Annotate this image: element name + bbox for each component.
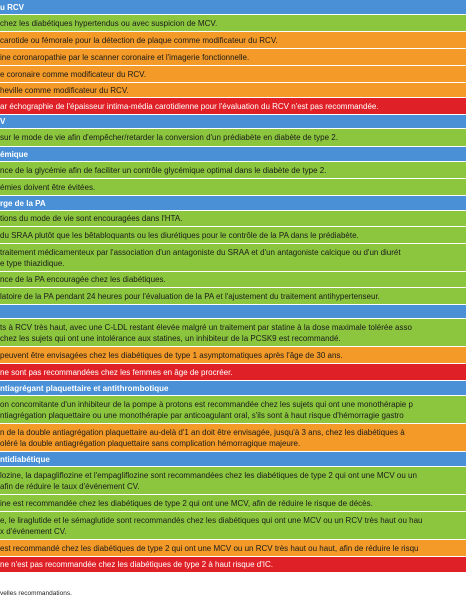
recommendation-row xyxy=(0,319,466,347)
row-text: V xyxy=(0,117,6,126)
recommendation-row xyxy=(0,424,466,452)
row-text: carotide ou fémorale pour la détection de plaque comme modificateur du RCV. xyxy=(0,35,278,45)
row-text: x d'événement CV. xyxy=(0,526,67,536)
section-header xyxy=(0,0,466,15)
row-text: nce de la glycémie afin de faciliter un contrôle glycémique optimal dans le diabète de type 2. xyxy=(0,165,327,175)
row-text: heville comme modificateur du RCV. xyxy=(0,85,129,95)
recommendation-row xyxy=(0,15,466,32)
row-text: lozine, la dapagliflozine et l'empagliflozine sont recommandées chez les diabétiques de type 2 qui ont une MCV ou un xyxy=(0,470,417,480)
row-text: chez les sujets qui ont une intolérance aux statines, un inhibiteur de la PCSK9 est recommandé. xyxy=(0,333,341,343)
recommendation-row xyxy=(0,227,466,244)
row-text: ntiagrégation plaquettaire ou une monothérapie par anticoagulant oral, s'ils sont à haut risque d'hémorragie gastro xyxy=(0,410,404,420)
recommendation-row xyxy=(0,288,466,305)
recommendation-row xyxy=(0,83,466,98)
section-header xyxy=(0,452,466,467)
section-header xyxy=(0,381,466,396)
row-text: tions du mode de vie sont encouragées dans l'HTA. xyxy=(0,214,183,223)
recommendation-row xyxy=(0,557,466,573)
recommendation-row xyxy=(0,272,466,288)
row-text: n de la double antiagrégation plaquettaire au-delà d'1 an doit être envisagée, jusqu'à 3 ans, chez les diabétiques à xyxy=(0,427,405,437)
recommendation-row xyxy=(0,179,466,196)
row-text: ne n'est pas recommandée chez les diabétiques de type 2 à haut risque d'IC. xyxy=(0,560,273,569)
section-header xyxy=(0,196,466,211)
row-text: sur le mode de vie afin d'empêcher/retarder la conversion d'un prédiabète en diabète de type 2. xyxy=(0,133,338,142)
recommendation-row xyxy=(0,512,466,540)
row-text: émique xyxy=(0,149,29,159)
row-text: peuvent être envisagées chez les diabétiques de type 1 asymptomatiques après l'âge de 30 ans. xyxy=(0,350,343,360)
recommendation-row xyxy=(0,129,466,147)
recommendation-row xyxy=(0,495,466,512)
recommendation-row xyxy=(0,540,466,557)
row-text: ntidiabétique xyxy=(0,454,50,464)
recommendation-row xyxy=(0,396,466,424)
recommendation-row xyxy=(0,347,466,364)
row-text: e type thiazidique. xyxy=(0,258,65,268)
section-header xyxy=(0,115,466,129)
row-text: traitement médicamenteux par l'association d'un antagoniste du SRAA et d'un antagoniste calcique ou d'un diurét xyxy=(0,247,401,257)
row-text: afin de réduire le taux d'événement CV. xyxy=(0,481,140,491)
row-text: nce de la PA encouragée chez les diabétiques. xyxy=(0,275,166,284)
row-text: émies doivent être évitées. xyxy=(0,182,96,192)
row-text: est recommandé chez les diabétiques de type 2 qui ont une MCV ou un RCV très haut ou haut, afin de réduire le risqu xyxy=(0,543,419,553)
recommendation-row xyxy=(0,66,466,83)
row-text: ine est recommandée chez les diabétiques de type 2 qui ont une MCV, afin de réduire le risque de décès. xyxy=(0,498,373,508)
row-text: u RCV xyxy=(0,2,24,12)
row-text: on concomitante d'un inhibiteur de la pompe à protons est recommandée chez les sujets qui ont une monothérapie p xyxy=(0,399,413,409)
row-text: e coronaire comme modificateur du RCV. xyxy=(0,69,146,79)
row-text: chez les diabétiques hypertendus ou avec suspicion de MCV. xyxy=(0,18,218,28)
table-footnote: velles recommandations. xyxy=(0,590,72,597)
row-text: ne sont pas recommandées chez les femmes en âge de procréer. xyxy=(0,367,233,377)
row-text: ts à RCV très haut, avec une C-LDL restant élevée malgré un traitement par statine à la dose maximale tolérée asso xyxy=(0,322,412,332)
row-text: rge de la PA xyxy=(0,198,46,208)
row-text: latoire de la PA pendant 24 heures pour l'évaluation de la PA et l'ajustement du traitement antihypertenseur. xyxy=(0,291,380,301)
recommendation-row xyxy=(0,49,466,66)
section-header xyxy=(0,305,466,319)
row-text: oléré la double antiagrégation plaquettaire sans complication hémorragique majeure. xyxy=(0,438,301,448)
recommendation-row xyxy=(0,98,466,115)
row-text: ine coronaropathie par le scanner coronaire et l'imagerie fonctionnelle. xyxy=(0,52,250,62)
row-text: ntiagrégant plaquettaire et antithrombotique xyxy=(0,383,169,393)
recommendation-row xyxy=(0,467,466,495)
row-text: du SRAA plutôt que les bêtabloquants ou les diurétiques pour le contrôle de la PA dans le prédiabète. xyxy=(0,230,359,240)
recommendation-row xyxy=(0,244,466,272)
row-text: e, le liraglutide et le sémaglutide sont recommandés chez les diabétiques qui ont une MCV ou un RCV très haut ou hau xyxy=(0,515,423,525)
recommendation-row xyxy=(0,211,466,227)
row-text: ar échographie de l'épaisseur intima-média carotidienne pour l'évaluation du RCV n'est pas recommandée. xyxy=(0,101,379,111)
recommendation-row xyxy=(0,364,466,381)
recommendation-row xyxy=(0,162,466,179)
recommendation-row xyxy=(0,32,466,49)
section-header xyxy=(0,147,466,162)
